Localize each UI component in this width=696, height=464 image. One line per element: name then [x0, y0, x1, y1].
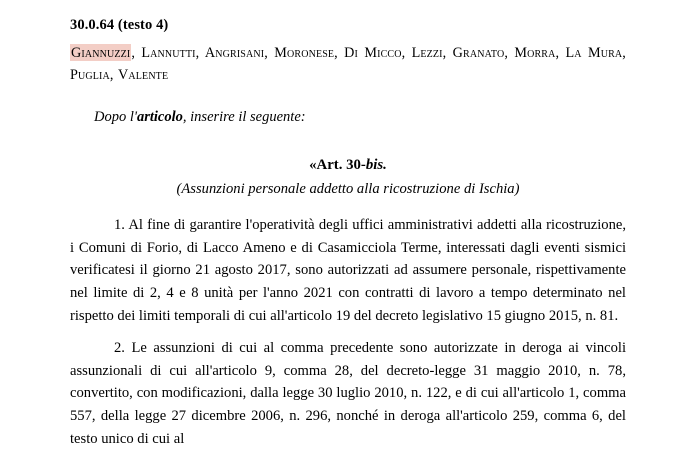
instruction-bold-word: articolo: [136, 109, 183, 126]
amendment-number: 30.0.64 (testo 4): [70, 17, 169, 33]
signatory-highlighted: Giannuzzi: [71, 45, 131, 62]
instruction-line: [94, 108, 626, 128]
document-content: [70, 0, 626, 450]
article-heading-bis: bis.: [365, 156, 387, 173]
article-paragraph-2: 2. Le assunzioni di cui al comma precedente sono autorizzate in deroga ai vincoli assunzionali di cui all'articolo 9, comma 28, del decreto-legge 31 maggio 2010, n. 78, convertito, con modificazioni, dalla legge 30 luglio 2010, n. 122, e di cui all'articolo 1, comma 557, della legge 27 dicembre 2006, n. 296, nonché in deroga all'articolo 259, comma 6, del testo unico di cui al: [70, 340, 626, 447]
article-subtitle: (Assunzioni personale addetto alla ricostruzione di Ischia): [176, 181, 520, 198]
article-paragraph-1: 1. Al fine di garantire l'operatività degli uffici amministrativi addetti alla ricostruzione, i Comuni di Forio, di Lacco Ameno e di Casamicciola Terme, interessati dagli eventi sismici verificatesi il giorno 21 agosto 2017, sono autorizzati ad assumere personale, rispettivamente nel limite di 2, 4 e 8 unità per l'anno 2021 con contratti di lavoro a tempo determinato nel rispetto dei limiti temporali di cui all'articolo 19 del decreto legislativo 15 giugno 2015, n. 81.: [70, 217, 626, 324]
signatory-others: , Lannutti, Angrisani, Moronese, Di Micco, Lezzi, Granato, Morra, La Mura, Puglia, Valente: [70, 45, 626, 83]
article-heading: [70, 156, 626, 175]
instruction-before: Dopo l': [94, 109, 137, 126]
instruction-after: , inserire il seguente:: [182, 109, 306, 126]
signatory-list: [70, 43, 626, 86]
article-heading-main: «Art. 30-: [309, 156, 366, 173]
